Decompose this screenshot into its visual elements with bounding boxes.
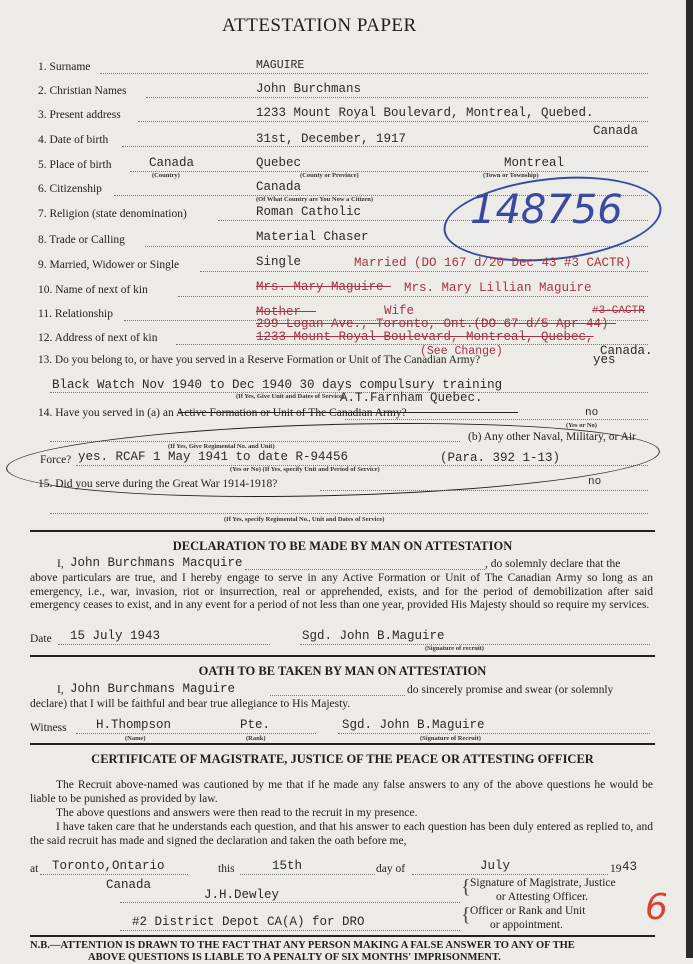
regimental-number: 148756	[470, 187, 623, 233]
q9-value: Single	[256, 255, 302, 269]
caption: (If Yes, specify Regimental No., Unit and Dates of Service)	[224, 516, 385, 523]
q11-label: 11. Relationship	[38, 308, 113, 320]
force-label: Force?	[40, 454, 72, 466]
q7-value: Roman Catholic	[256, 205, 362, 219]
year-prefix: 19	[610, 863, 622, 875]
q14-value: no	[585, 407, 599, 419]
cert-month: July	[480, 859, 511, 873]
caption: (Signature of recruit)	[425, 645, 484, 652]
q8-value: Material Chaser	[256, 230, 369, 244]
nb-notice-2: ABOVE QUESTIONS IS LIABLE TO A PENALTY OF SIX MONTHS' IMPRISONMENT.	[88, 952, 501, 963]
q12-label: 12. Address of next of kin	[38, 332, 158, 344]
caption: (Yes or No) (If Yes, specify Unit and Period of Service)	[230, 466, 380, 473]
q2-value: John Burchmans	[256, 82, 362, 96]
declaration-heading: DECLARATION TO BE MADE BY MAN ON ATTESTATION	[172, 539, 513, 553]
q6-label: 6. Citizenship	[38, 183, 102, 195]
cert-p3: I have taken care that he understands each question, and that his answer to each question has been duly entered as replied to, and the said recruit has made and signed the declaration and taken the oath before me,	[30, 821, 653, 847]
q4-value: 31st, December, 1917	[256, 132, 407, 146]
leader	[122, 146, 648, 147]
caption: (Yes or No)	[566, 422, 597, 429]
q2-label: 2. Christian Names	[38, 85, 127, 97]
q5-label: 5. Place of birth	[38, 159, 112, 171]
leader	[412, 874, 608, 875]
leader	[120, 902, 460, 903]
q8-label: 8. Trade or Calling	[38, 234, 125, 246]
oath-text2: declare) that I will be faithful and bear true allegiance to His Majesty.	[30, 698, 351, 710]
q15-label: 15. Did you serve during the Great War 1914-1918?	[38, 478, 278, 490]
q12-country: Canada.	[600, 344, 653, 358]
leader	[320, 490, 648, 491]
q12-struck: 1233 Mount Royal Boulevard, Montreal, Quebec,	[256, 330, 594, 344]
caption: (If Yes, Give Regimental No. and Unit)	[168, 443, 275, 450]
caption: (Rank)	[246, 735, 266, 742]
dayof-label: day of	[376, 863, 406, 875]
leader	[270, 695, 405, 696]
at-label: at	[30, 863, 39, 875]
leader	[58, 644, 270, 645]
cert-unit: #2 District Depot CA(A) for DRO	[132, 915, 365, 929]
q4-label: 4. Date of birth	[38, 134, 109, 146]
oath-text1: do sincerely promise and swear (or solemnly	[407, 684, 614, 696]
page-title: ATTESTATION PAPER	[222, 15, 417, 36]
decl-text1: , do solemnly declare that the	[485, 558, 621, 570]
leader	[50, 513, 648, 514]
date-label: Date	[30, 633, 52, 645]
strike-line	[178, 412, 518, 413]
q11-struck: Mother--	[256, 305, 317, 319]
q5-town: Montreal	[504, 156, 565, 170]
leader	[178, 296, 648, 297]
q3-value-country: Canada	[593, 124, 639, 138]
caption: (If Yes, Give Unit and Dates of Service)	[236, 393, 345, 400]
cert-signer: J.H.Dewley	[204, 888, 280, 902]
caption: (Signature of Recruit)	[420, 735, 481, 742]
certificate-heading: CERTIFICATE OF MAGISTRATE, JUSTICE OF THE PEACE OR ATTESTING OFFICER	[91, 752, 594, 766]
hand-drawn-circle	[5, 415, 661, 504]
caption: (Name)	[125, 735, 146, 742]
q10-value: Mrs. Mary Lillian Maguire	[404, 281, 592, 295]
q12-struck-correction: 299 Logan Ave., Toronto, Ont.(DO-67-d/5-Apr 44)-	[256, 317, 617, 331]
unit-label2: or appointment.	[490, 919, 563, 931]
q14b-label: (b) Any other Naval, Military, or Air	[468, 431, 636, 443]
nb-notice: N.B.—ATTENTION IS DRAWN TO THE FACT THAT ANY PERSON MAKING A FALSE ANSWER TO ANY OF THE	[30, 940, 575, 951]
q7-label: 7. Religion (state denomination)	[38, 208, 187, 220]
q14b-para: (Para. 392 1-13)	[440, 451, 561, 465]
decl-date: 15 July 1943	[70, 629, 161, 643]
caption: (Town or Township)	[483, 172, 539, 179]
caption: (Of What Country are You Now a Citizen)	[256, 196, 374, 203]
page-mark: 6	[645, 887, 668, 928]
scan-edge	[686, 0, 693, 958]
leader	[130, 171, 648, 172]
oath-name: John Burchmans Maguire	[70, 682, 236, 696]
caption: (County or Province)	[300, 172, 359, 179]
q13-detail2: A.T.Farnham Quebec.	[340, 391, 483, 405]
leader	[200, 271, 648, 272]
decl-prefix: I,	[57, 558, 64, 570]
q9-label: 9. Married, Widower or Single	[38, 259, 180, 271]
leader	[245, 569, 485, 570]
leader	[100, 73, 648, 74]
cert-p2: The above questions and answers were then read to the recruit in my presence.	[56, 807, 418, 819]
witness-name: H.Thompson	[96, 718, 172, 732]
divider	[30, 935, 655, 937]
cert-day: 15th	[272, 859, 303, 873]
q15-value: no	[588, 476, 602, 488]
q1-label: 1. Surname	[38, 61, 91, 73]
divider	[30, 655, 655, 657]
witness-rank: Pte.	[240, 718, 271, 732]
this-label: this	[218, 863, 235, 875]
decl-signature: Sgd. John B.Maguire	[302, 629, 445, 643]
leader	[138, 121, 648, 122]
divider	[30, 530, 655, 532]
leader	[40, 874, 188, 875]
q10-label: 10. Name of next of kin	[38, 284, 148, 296]
brace: {	[461, 904, 471, 926]
q3-value: 1233 Mount Royal Boulevard, Montreal, Quebed.	[256, 106, 594, 120]
cert-place: Toronto,Ontario	[52, 859, 165, 873]
cert-place2: Canada	[106, 878, 152, 892]
oath-signature: Sgd. John B.Maguire	[342, 718, 485, 732]
q5-country: Canada	[149, 156, 195, 170]
q5-province: Quebec	[256, 156, 302, 170]
oath-heading: OATH TO BE TAKEN BY MAN ON ATTESTATION	[198, 664, 487, 678]
leader	[146, 97, 648, 98]
q1-value: MAGUIRE	[256, 59, 305, 72]
divider	[30, 743, 655, 745]
decl-body: above particulars are true, and I hereby engage to serve in any Active Formation or Unit of The Canadian Army so long as an emergency, i.e., war, invasion, riot or insurrection, real or apprehended, exists, and for the period of demobilization after said emergency ceases to exist, and in any event for a period of not less than one year, provided His Majesty should so require my services.	[30, 572, 653, 611]
q9-correction: Married (DO 167 d/20 Dec 43 #3 CACTR)	[354, 256, 632, 270]
unit-label1: Officer or Rank and Unit	[470, 905, 586, 917]
sig-label1: Signature of Magistrate, Justice	[470, 877, 616, 889]
witness-label: Witness	[30, 722, 67, 734]
leader	[76, 733, 316, 734]
cert-year: 43	[622, 860, 638, 874]
q13-value: yes	[593, 353, 616, 367]
sig-label2: or Attesting Officer.	[496, 891, 589, 903]
caption: (Country)	[152, 172, 180, 179]
leader	[176, 344, 648, 345]
q11-value: Wife	[384, 304, 415, 318]
q12-see-change: (See Change)	[420, 345, 503, 358]
q3-label: 3. Present address	[38, 109, 121, 121]
leader	[345, 419, 648, 420]
leader	[338, 733, 650, 734]
oath-prefix: I,	[57, 684, 64, 696]
q13-detail: Black Watch Nov 1940 to Dec 1940 30 days compulsury training	[52, 378, 503, 392]
q14b-value: yes. RCAF 1 May 1941 to date R-94456	[78, 450, 349, 464]
brace: {	[461, 876, 471, 898]
q11-note: #3-CACTR	[592, 305, 645, 317]
leader	[240, 874, 375, 875]
q14-label: 14. Have you served in (a) an Active Formation or Unit of The Canadian Army?	[38, 407, 407, 419]
leader	[120, 930, 460, 931]
q13-label: 13. Do you belong to, or have you served in a Reserve Formation or Unit of The Canadian Army?	[38, 354, 481, 366]
q10-struck: Mrs. Mary Maguire-	[256, 280, 392, 294]
q6-value: Canada	[256, 180, 302, 194]
cert-p1: The Recruit above-named was cautioned by me that if he made any false answers to any of the above questions he would be liable to be punished as provided by law.	[30, 779, 653, 805]
decl-name: John Burchmans Macquire	[70, 556, 243, 570]
